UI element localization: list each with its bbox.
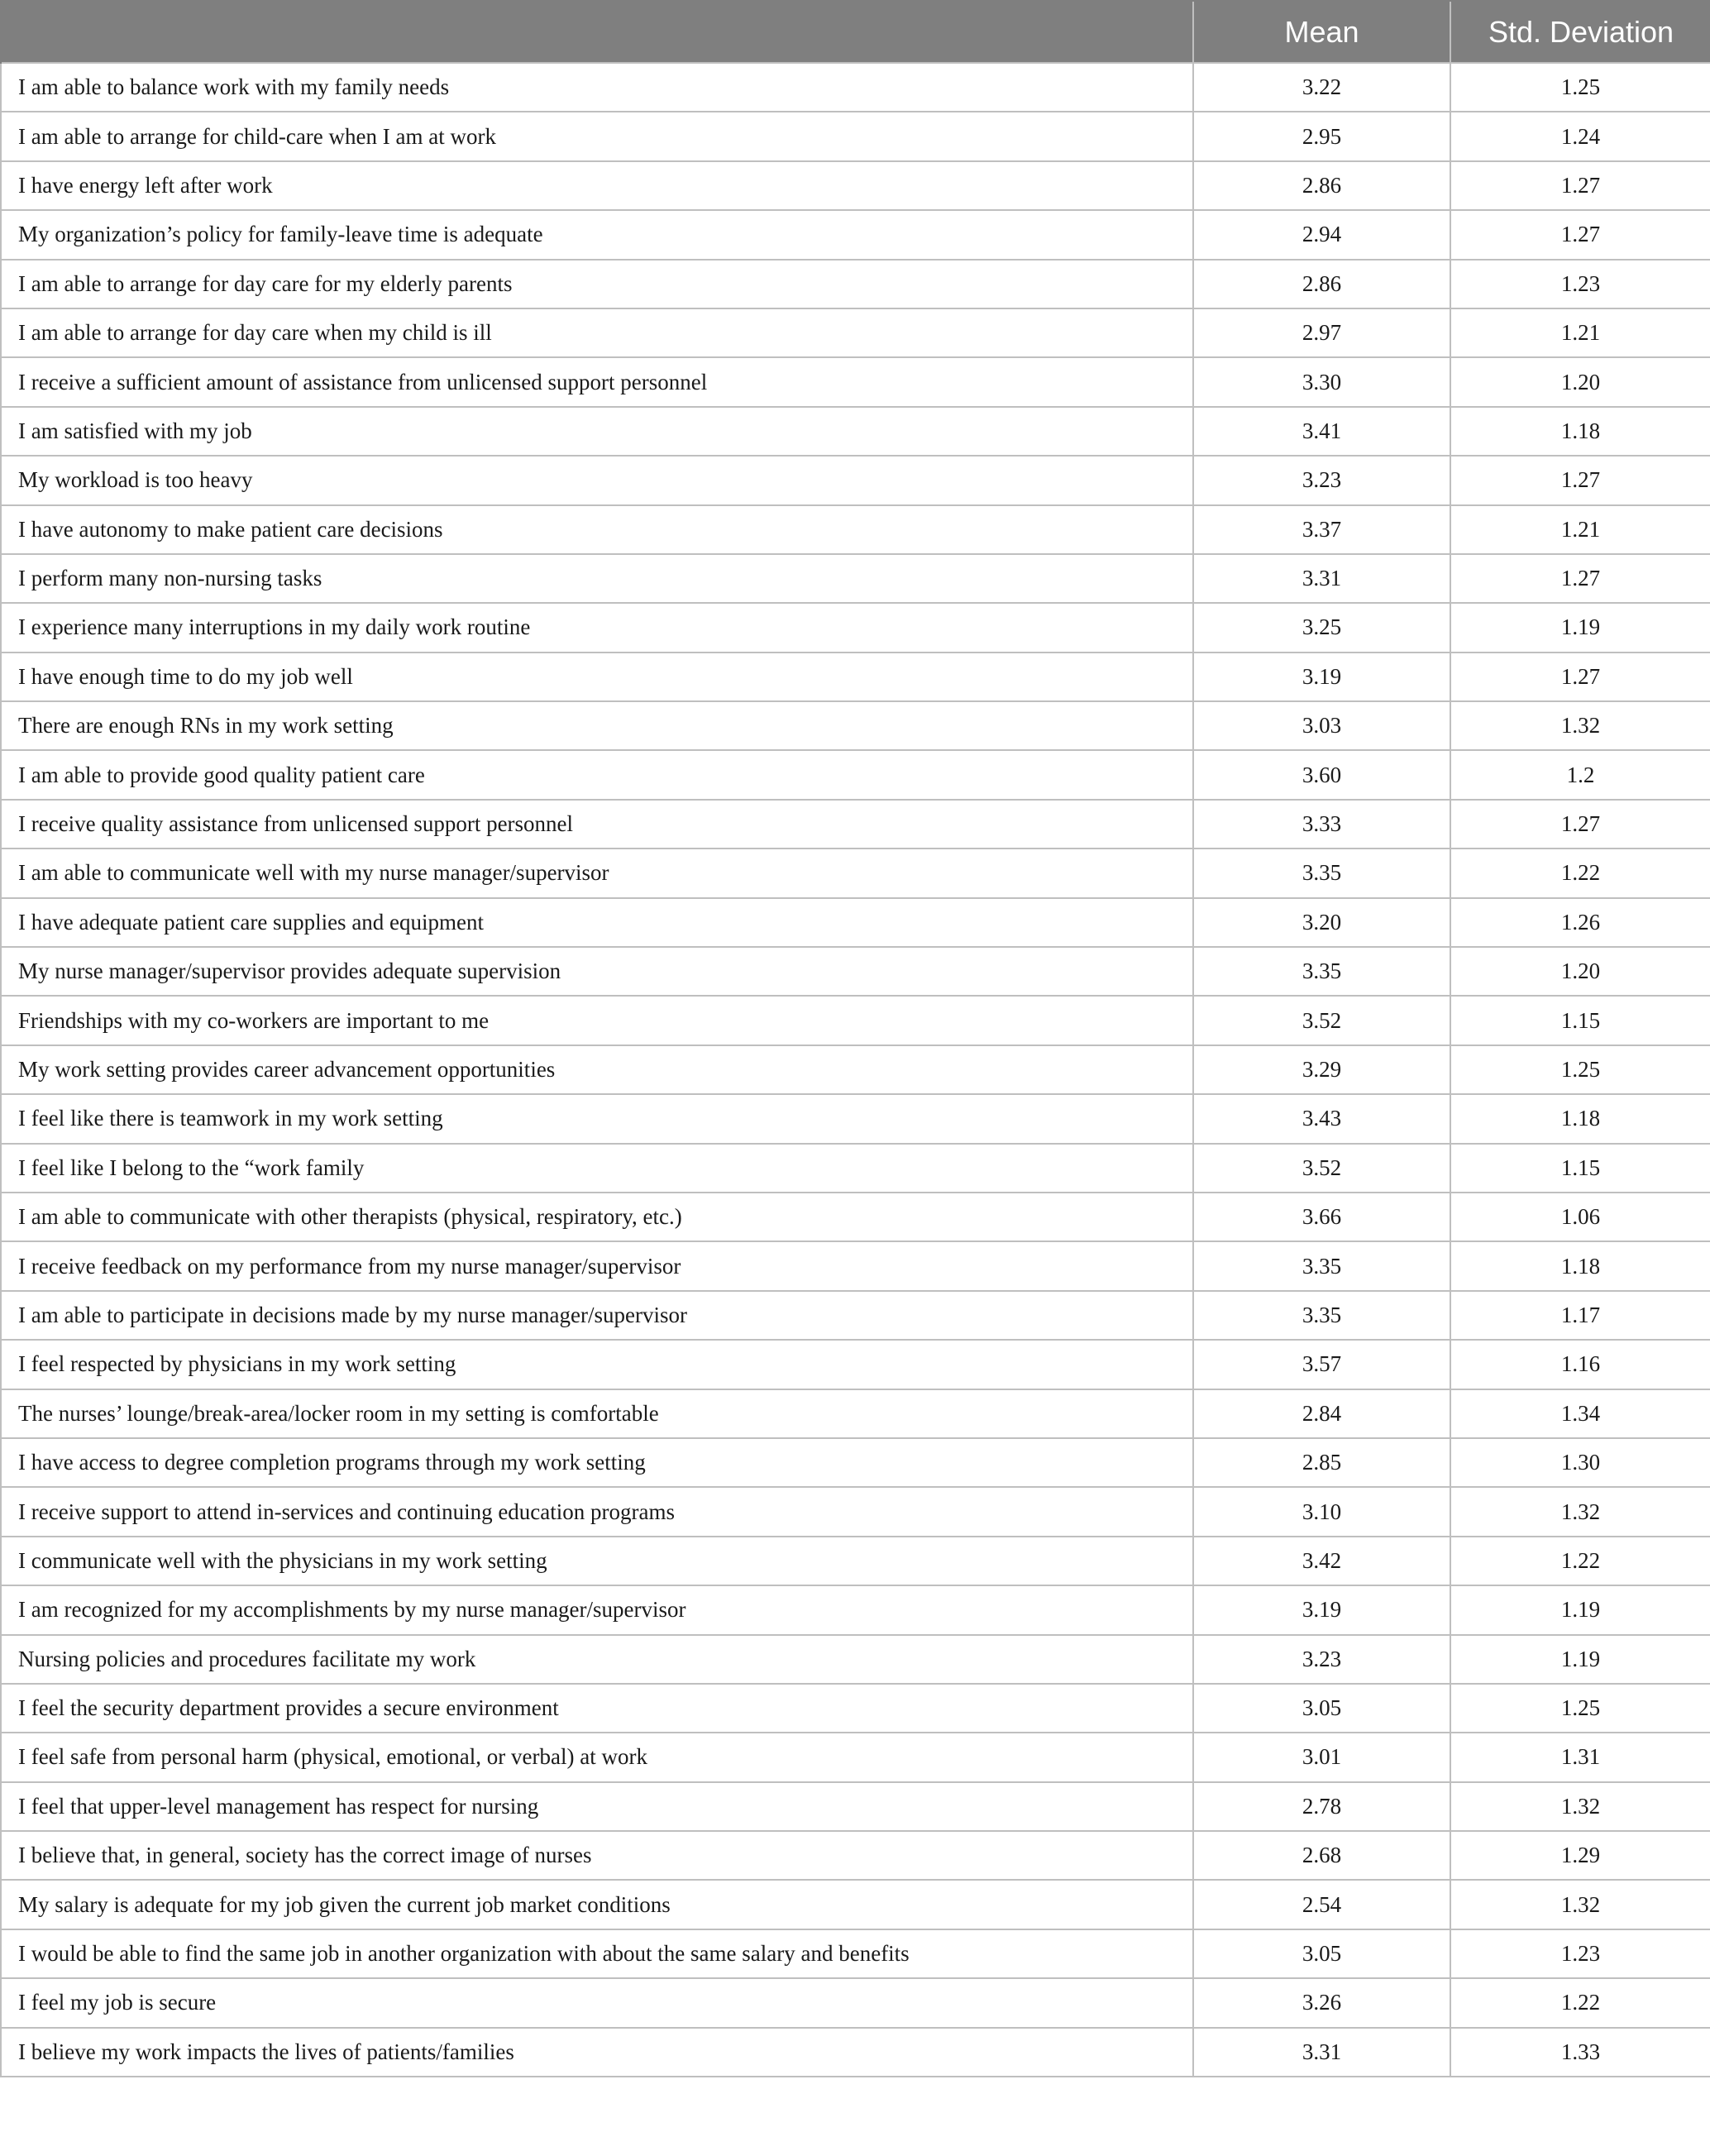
item-cell: I am able to arrange for child-care when I am at work — [1, 112, 1193, 160]
mean-cell: 3.19 — [1193, 653, 1450, 701]
std-deviation-cell: 1.22 — [1450, 1978, 1710, 2027]
table-row — [1, 1537, 1710, 1585]
mean-cell: 3.43 — [1193, 1094, 1450, 1143]
table-row — [1, 505, 1710, 554]
std-deviation-cell: 1.27 — [1450, 161, 1710, 210]
table-row — [1, 947, 1710, 996]
item-cell: I feel respected by physicians in my work setting — [1, 1340, 1193, 1389]
std-deviation-cell: 1.17 — [1450, 1291, 1710, 1340]
item-cell: I am able to participate in decisions made by my nurse manager/supervisor — [1, 1291, 1193, 1340]
mean-cell: 3.57 — [1193, 1340, 1450, 1389]
table-row — [1, 407, 1710, 456]
mean-cell: 3.35 — [1193, 1291, 1450, 1340]
table-row — [1, 1585, 1710, 1634]
table-row — [1, 750, 1710, 799]
item-cell: There are enough RNs in my work setting — [1, 701, 1193, 750]
mean-cell: 3.42 — [1193, 1537, 1450, 1585]
mean-cell: 3.52 — [1193, 996, 1450, 1045]
table-row — [1, 1241, 1710, 1290]
mean-cell: 2.54 — [1193, 1880, 1450, 1929]
std-deviation-cell: 1.29 — [1450, 1831, 1710, 1880]
header-std-deviation: Std. Deviation — [1450, 1, 1710, 63]
std-deviation-cell: 1.25 — [1450, 1684, 1710, 1733]
item-cell: I experience many interruptions in my daily work routine — [1, 603, 1193, 652]
std-deviation-cell: 1.32 — [1450, 701, 1710, 750]
std-deviation-cell: 1.18 — [1450, 1094, 1710, 1143]
std-deviation-cell: 1.27 — [1450, 554, 1710, 603]
std-deviation-cell: 1.22 — [1450, 1537, 1710, 1585]
table-row — [1, 653, 1710, 701]
std-deviation-cell: 1.25 — [1450, 1045, 1710, 1094]
item-cell: I feel like I belong to the “work family — [1, 1144, 1193, 1193]
item-cell: I am recognized for my accomplishments by my nurse manager/supervisor — [1, 1585, 1193, 1634]
item-cell: I believe that, in general, society has the correct image of nurses — [1, 1831, 1193, 1880]
item-cell: I am able to provide good quality patient care — [1, 750, 1193, 799]
item-cell: I feel safe from personal harm (physical, emotional, or verbal) at work — [1, 1733, 1193, 1781]
item-cell: My nurse manager/supervisor provides adequate supervision — [1, 947, 1193, 996]
table-row — [1, 1635, 1710, 1684]
table-row — [1, 701, 1710, 750]
item-cell: I receive support to attend in-services and continuing education programs — [1, 1487, 1193, 1536]
std-deviation-cell: 1.19 — [1450, 1585, 1710, 1634]
table-header-row — [1, 1, 1710, 63]
std-deviation-cell: 1.34 — [1450, 1389, 1710, 1438]
table-row — [1, 161, 1710, 210]
mean-cell: 3.41 — [1193, 407, 1450, 456]
mean-cell: 2.85 — [1193, 1438, 1450, 1487]
table-row — [1, 603, 1710, 652]
mean-cell: 3.31 — [1193, 2028, 1450, 2077]
std-deviation-cell: 1.23 — [1450, 1929, 1710, 1978]
table-row — [1, 849, 1710, 897]
table-row — [1, 1193, 1710, 1241]
mean-cell: 3.31 — [1193, 554, 1450, 603]
header-item — [1, 1, 1193, 63]
item-cell: I perform many non-nursing tasks — [1, 554, 1193, 603]
item-cell: I feel that upper-level management has respect for nursing — [1, 1782, 1193, 1831]
mean-cell: 3.03 — [1193, 701, 1450, 750]
table-row — [1, 996, 1710, 1045]
std-deviation-cell: 1.32 — [1450, 1782, 1710, 1831]
table-row — [1, 1831, 1710, 1880]
item-cell: I feel my job is secure — [1, 1978, 1193, 2027]
item-cell: I am able to communicate with other therapists (physical, respiratory, etc.) — [1, 1193, 1193, 1241]
std-deviation-cell: 1.22 — [1450, 849, 1710, 897]
std-deviation-cell: 1.27 — [1450, 653, 1710, 701]
mean-cell: 2.86 — [1193, 260, 1450, 308]
item-cell: My organization’s policy for family-leave time is adequate — [1, 210, 1193, 259]
mean-cell: 3.37 — [1193, 505, 1450, 554]
table-row — [1, 63, 1710, 112]
item-cell: I have access to degree completion programs through my work setting — [1, 1438, 1193, 1487]
mean-cell: 3.22 — [1193, 63, 1450, 112]
mean-cell: 3.60 — [1193, 750, 1450, 799]
mean-cell: 3.23 — [1193, 456, 1450, 504]
mean-cell: 3.66 — [1193, 1193, 1450, 1241]
table-row — [1, 1045, 1710, 1094]
table-body — [1, 63, 1710, 2077]
item-cell: I feel like there is teamwork in my work setting — [1, 1094, 1193, 1143]
mean-cell: 3.52 — [1193, 1144, 1450, 1193]
std-deviation-cell: 1.24 — [1450, 112, 1710, 160]
std-deviation-cell: 1.31 — [1450, 1733, 1710, 1781]
item-cell: Nursing policies and procedures facilitate my work — [1, 1635, 1193, 1684]
std-deviation-cell: 1.15 — [1450, 996, 1710, 1045]
table-row — [1, 898, 1710, 947]
std-deviation-cell: 1.25 — [1450, 63, 1710, 112]
table-row — [1, 1782, 1710, 1831]
std-deviation-cell: 1.32 — [1450, 1487, 1710, 1536]
mean-cell: 3.30 — [1193, 357, 1450, 406]
std-deviation-cell: 1.19 — [1450, 603, 1710, 652]
std-deviation-cell: 1.30 — [1450, 1438, 1710, 1487]
item-cell: I communicate well with the physicians in my work setting — [1, 1537, 1193, 1585]
mean-cell: 2.86 — [1193, 161, 1450, 210]
table-row — [1, 800, 1710, 849]
mean-cell: 3.20 — [1193, 898, 1450, 947]
std-deviation-cell: 1.27 — [1450, 800, 1710, 849]
item-cell: I receive feedback on my performance from my nurse manager/supervisor — [1, 1241, 1193, 1290]
std-deviation-cell: 1.15 — [1450, 1144, 1710, 1193]
item-cell: The nurses’ lounge/break-area/locker room in my setting is comfortable — [1, 1389, 1193, 1438]
item-cell: I have energy left after work — [1, 161, 1193, 210]
item-cell: I am able to communicate well with my nurse manager/supervisor — [1, 849, 1193, 897]
std-deviation-cell: 1.19 — [1450, 1635, 1710, 1684]
item-cell: I have enough time to do my job well — [1, 653, 1193, 701]
item-cell: My salary is adequate for my job given the current job market conditions — [1, 1880, 1193, 1929]
mean-cell: 3.10 — [1193, 1487, 1450, 1536]
table-row — [1, 1291, 1710, 1340]
item-cell: I am satisfied with my job — [1, 407, 1193, 456]
table-row — [1, 1438, 1710, 1487]
mean-cell: 3.35 — [1193, 849, 1450, 897]
mean-cell: 2.94 — [1193, 210, 1450, 259]
table-row — [1, 1880, 1710, 1929]
mean-cell: 3.29 — [1193, 1045, 1450, 1094]
table-row — [1, 1094, 1710, 1143]
table-row — [1, 456, 1710, 504]
mean-cell: 3.05 — [1193, 1684, 1450, 1733]
mean-cell: 3.35 — [1193, 1241, 1450, 1290]
mean-cell: 3.26 — [1193, 1978, 1450, 2027]
table-row — [1, 112, 1710, 160]
item-cell: I am able to arrange for day care when my child is ill — [1, 308, 1193, 357]
mean-cell: 3.01 — [1193, 1733, 1450, 1781]
table-row — [1, 1929, 1710, 1978]
item-cell: I believe my work impacts the lives of patients/families — [1, 2028, 1193, 2077]
mean-cell: 3.35 — [1193, 947, 1450, 996]
table-row — [1, 308, 1710, 357]
item-cell: I am able to balance work with my family needs — [1, 63, 1193, 112]
table-row — [1, 1144, 1710, 1193]
table-row — [1, 357, 1710, 406]
std-deviation-cell: 1.18 — [1450, 1241, 1710, 1290]
std-deviation-cell: 1.26 — [1450, 898, 1710, 947]
table-row — [1, 1733, 1710, 1781]
std-deviation-cell: 1.06 — [1450, 1193, 1710, 1241]
std-deviation-cell: 1.21 — [1450, 308, 1710, 357]
std-deviation-cell: 1.20 — [1450, 357, 1710, 406]
std-deviation-cell: 1.20 — [1450, 947, 1710, 996]
item-cell: I would be able to find the same job in another organization with about the same salary and benefits — [1, 1929, 1193, 1978]
mean-cell: 3.23 — [1193, 1635, 1450, 1684]
item-cell: I feel the security department provides a secure environment — [1, 1684, 1193, 1733]
mean-cell: 2.97 — [1193, 308, 1450, 357]
item-cell: I receive quality assistance from unlicensed support personnel — [1, 800, 1193, 849]
table-row — [1, 210, 1710, 259]
std-deviation-cell: 1.27 — [1450, 210, 1710, 259]
mean-cell: 3.33 — [1193, 800, 1450, 849]
table-row — [1, 1684, 1710, 1733]
std-deviation-cell: 1.33 — [1450, 2028, 1710, 2077]
mean-cell: 2.68 — [1193, 1831, 1450, 1880]
mean-cell: 3.19 — [1193, 1585, 1450, 1634]
std-deviation-cell: 1.27 — [1450, 456, 1710, 504]
item-cell: I receive a sufficient amount of assistance from unlicensed support personnel — [1, 357, 1193, 406]
item-cell: I am able to arrange for day care for my elderly parents — [1, 260, 1193, 308]
table-row — [1, 260, 1710, 308]
std-deviation-cell: 1.21 — [1450, 505, 1710, 554]
std-deviation-cell: 1.16 — [1450, 1340, 1710, 1389]
mean-cell: 2.78 — [1193, 1782, 1450, 1831]
table-row — [1, 1340, 1710, 1389]
table-row — [1, 2028, 1710, 2077]
item-cell: Friendships with my co-workers are important to me — [1, 996, 1193, 1045]
std-deviation-cell: 1.2 — [1450, 750, 1710, 799]
table-row — [1, 1487, 1710, 1536]
item-cell: I have autonomy to make patient care decisions — [1, 505, 1193, 554]
mean-cell: 3.25 — [1193, 603, 1450, 652]
std-deviation-cell: 1.18 — [1450, 407, 1710, 456]
table-row — [1, 1389, 1710, 1438]
mean-cell: 2.95 — [1193, 112, 1450, 160]
item-cell: My workload is too heavy — [1, 456, 1193, 504]
item-cell: I have adequate patient care supplies and equipment — [1, 898, 1193, 947]
header-mean: Mean — [1193, 1, 1450, 63]
table-row — [1, 1978, 1710, 2027]
std-deviation-cell: 1.23 — [1450, 260, 1710, 308]
item-cell: My work setting provides career advancement opportunities — [1, 1045, 1193, 1094]
mean-cell: 2.84 — [1193, 1389, 1450, 1438]
table-row — [1, 554, 1710, 603]
std-deviation-cell: 1.32 — [1450, 1880, 1710, 1929]
mean-cell: 3.05 — [1193, 1929, 1450, 1978]
